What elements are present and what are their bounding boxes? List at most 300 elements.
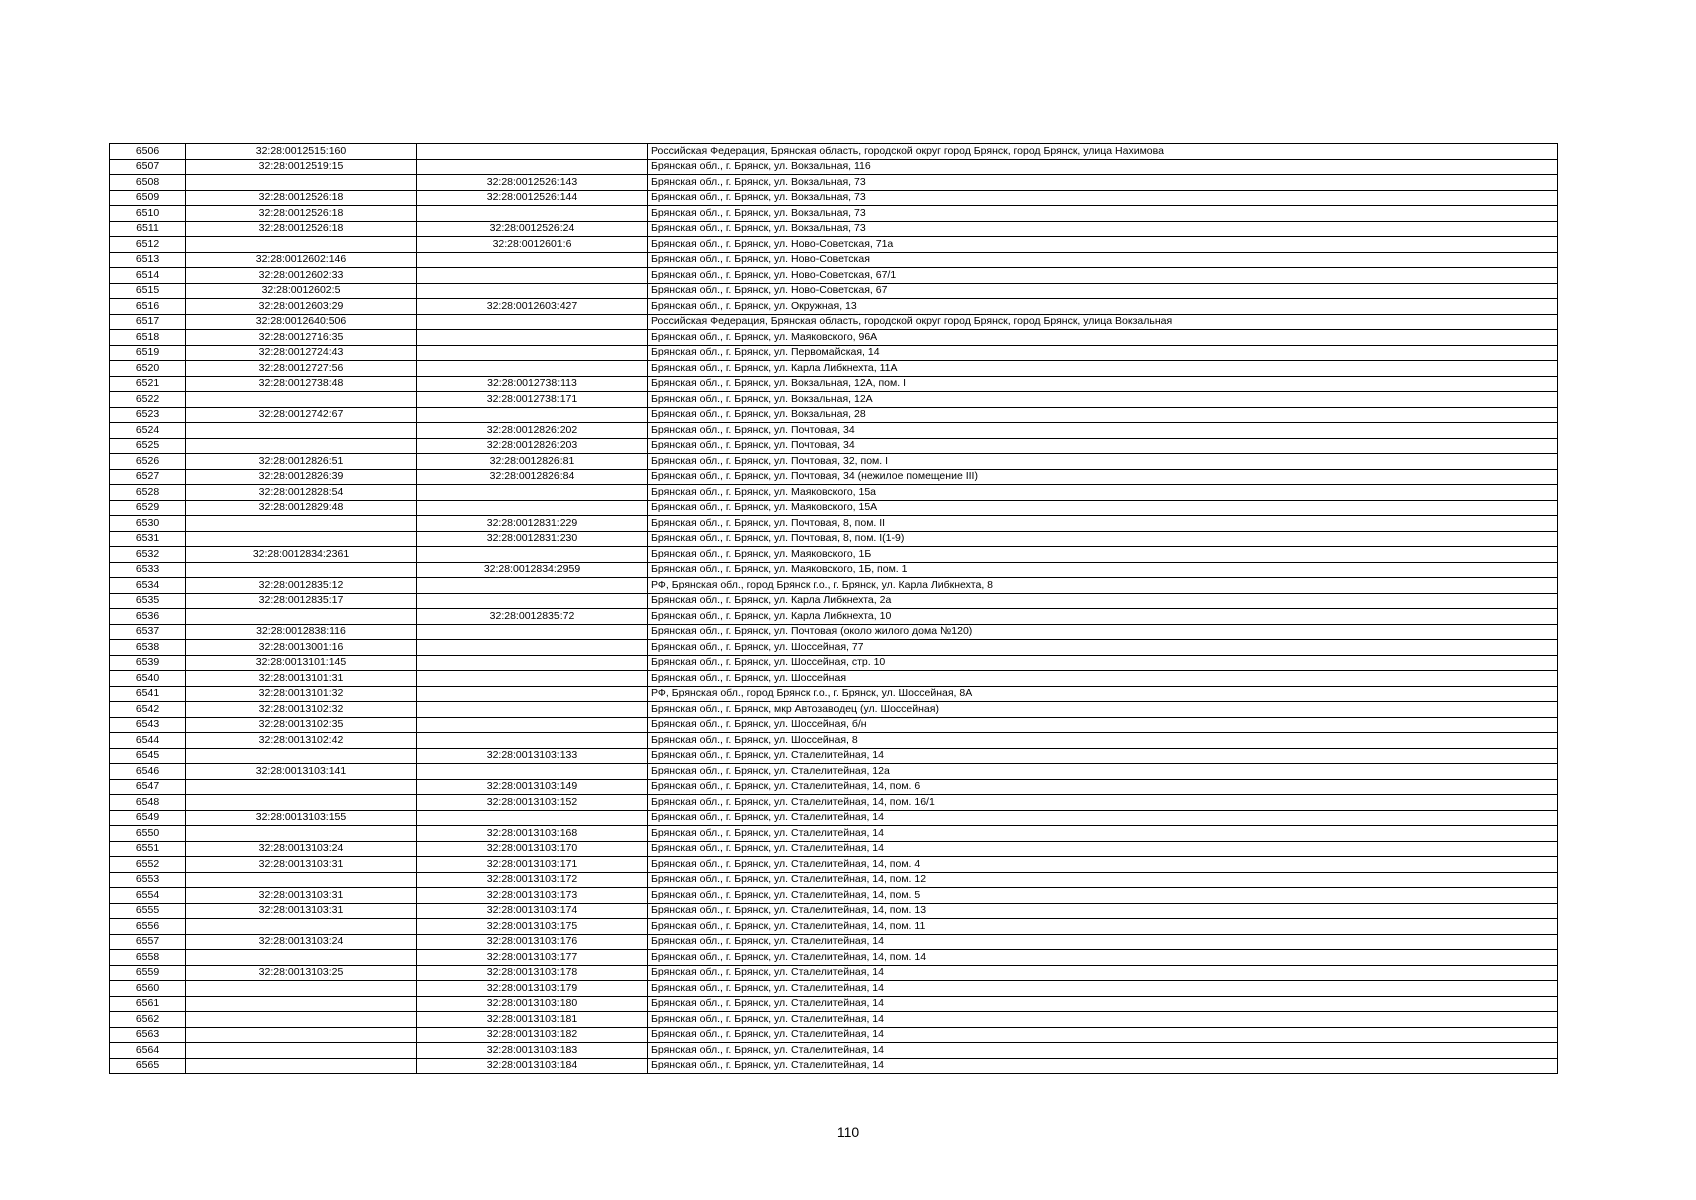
address-cell: Брянская обл., г. Брянск, ул. Сталелитейная, 14	[648, 826, 1558, 842]
table-row	[110, 531, 1558, 547]
address-cell: Брянская обл., г. Брянск, ул. Почтовая, 34	[648, 423, 1558, 439]
address-cell: Брянская обл., г. Брянск, ул. Карла Либкнехта, 11А	[648, 361, 1558, 377]
table-row	[110, 686, 1558, 702]
row-number-cell: 6523	[110, 407, 186, 423]
parcel-cadastral-number-cell: 32:28:0013103:31	[186, 903, 417, 919]
table-row	[110, 144, 1558, 160]
address-cell: Брянская обл., г. Брянск, ул. Сталелитейная, 14	[648, 841, 1558, 857]
address-cell: Брянская обл., г. Брянск, ул. Сталелитейная, 14, пом. 12	[648, 872, 1558, 888]
row-number-cell: 6554	[110, 888, 186, 904]
row-number-cell: 6530	[110, 516, 186, 532]
object-cadastral-number-cell: 32:28:0013103:178	[417, 965, 648, 981]
address-cell: Брянская обл., г. Брянск, ул. Сталелитейная, 12а	[648, 764, 1558, 780]
object-cadastral-number-cell	[417, 593, 648, 609]
address-cell: Брянская обл., г. Брянск, ул. Сталелитейная, 14, пом. 16/1	[648, 795, 1558, 811]
table-row	[110, 345, 1558, 361]
table-row	[110, 469, 1558, 485]
object-cadastral-number-cell	[417, 252, 648, 268]
row-number-cell: 6529	[110, 500, 186, 516]
object-cadastral-number-cell	[417, 624, 648, 640]
parcel-cadastral-number-cell: 32:28:0012828:54	[186, 485, 417, 501]
address-cell: Брянская обл., г. Брянск, ул. Карла Либкнехта, 2а	[648, 593, 1558, 609]
parcel-cadastral-number-cell	[186, 1058, 417, 1074]
table-row	[110, 857, 1558, 873]
row-number-cell: 6560	[110, 981, 186, 997]
parcel-cadastral-number-cell	[186, 1012, 417, 1028]
row-number-cell: 6540	[110, 671, 186, 687]
row-number-cell: 6506	[110, 144, 186, 160]
parcel-cadastral-number-cell: 32:28:0012515:160	[186, 144, 417, 160]
address-cell: Брянская обл., г. Брянск, ул. Вокзальная, 12А	[648, 392, 1558, 408]
table-row	[110, 299, 1558, 315]
address-cell: Брянская обл., г. Брянск, ул. Маяковского, 1Б, пом. 1	[648, 562, 1558, 578]
row-number-cell: 6514	[110, 268, 186, 284]
table-row	[110, 500, 1558, 516]
table-row	[110, 733, 1558, 749]
object-cadastral-number-cell: 32:28:0013103:133	[417, 748, 648, 764]
row-number-cell: 6550	[110, 826, 186, 842]
object-cadastral-number-cell: 32:28:0012738:113	[417, 376, 648, 392]
object-cadastral-number-cell	[417, 810, 648, 826]
table-row	[110, 268, 1558, 284]
parcel-cadastral-number-cell: 32:28:0012826:51	[186, 454, 417, 470]
parcel-cadastral-number-cell	[186, 562, 417, 578]
registry-table-body	[110, 144, 1558, 1074]
table-row	[110, 1058, 1558, 1074]
table-row	[110, 934, 1558, 950]
object-cadastral-number-cell: 32:28:0012834:2959	[417, 562, 648, 578]
object-cadastral-number-cell: 32:28:0012835:72	[417, 609, 648, 625]
parcel-cadastral-number-cell: 32:28:0013103:25	[186, 965, 417, 981]
object-cadastral-number-cell: 32:28:0013103:172	[417, 872, 648, 888]
table-row	[110, 516, 1558, 532]
object-cadastral-number-cell: 32:28:0013103:180	[417, 996, 648, 1012]
object-cadastral-number-cell	[417, 547, 648, 563]
parcel-cadastral-number-cell: 32:28:0012602:146	[186, 252, 417, 268]
object-cadastral-number-cell: 32:28:0012826:202	[417, 423, 648, 439]
row-number-cell: 6539	[110, 655, 186, 671]
parcel-cadastral-number-cell	[186, 795, 417, 811]
row-number-cell: 6522	[110, 392, 186, 408]
row-number-cell: 6557	[110, 934, 186, 950]
registry-table	[109, 143, 1558, 1074]
address-cell: Брянская обл., г. Брянск, ул. Сталелитейная, 14	[648, 810, 1558, 826]
object-cadastral-number-cell: 32:28:0013103:175	[417, 919, 648, 935]
address-cell: Брянская обл., г. Брянск, ул. Сталелитейная, 14, пом. 6	[648, 779, 1558, 795]
object-cadastral-number-cell	[417, 144, 648, 160]
table-row	[110, 609, 1558, 625]
row-number-cell: 6525	[110, 438, 186, 454]
table-row	[110, 376, 1558, 392]
address-cell: Брянская обл., г. Брянск, ул. Сталелитейная, 14	[648, 1043, 1558, 1059]
row-number-cell: 6553	[110, 872, 186, 888]
address-cell: Брянская обл., г. Брянск, ул. Вокзальная, 12А, пом. I	[648, 376, 1558, 392]
parcel-cadastral-number-cell	[186, 423, 417, 439]
table-row	[110, 578, 1558, 594]
address-cell: Брянская обл., г. Брянск, ул. Вокзальная, 28	[648, 407, 1558, 423]
table-row	[110, 903, 1558, 919]
parcel-cadastral-number-cell: 32:28:0013001:16	[186, 640, 417, 656]
row-number-cell: 6512	[110, 237, 186, 253]
parcel-cadastral-number-cell	[186, 516, 417, 532]
parcel-cadastral-number-cell: 32:28:0012602:5	[186, 283, 417, 299]
parcel-cadastral-number-cell: 32:28:0013101:145	[186, 655, 417, 671]
object-cadastral-number-cell: 32:28:0013103:177	[417, 950, 648, 966]
address-cell: Брянская обл., г. Брянск, ул. Сталелитейная, 14	[648, 981, 1558, 997]
row-number-cell: 6524	[110, 423, 186, 439]
table-row	[110, 330, 1558, 346]
table-row	[110, 175, 1558, 191]
object-cadastral-number-cell	[417, 764, 648, 780]
row-number-cell: 6546	[110, 764, 186, 780]
object-cadastral-number-cell	[417, 717, 648, 733]
object-cadastral-number-cell	[417, 655, 648, 671]
row-number-cell: 6526	[110, 454, 186, 470]
address-cell: Российская Федерация, Брянская область, городской округ город Брянск, город Брянск, улица Нахимова	[648, 144, 1558, 160]
row-number-cell: 6549	[110, 810, 186, 826]
parcel-cadastral-number-cell: 32:28:0012742:67	[186, 407, 417, 423]
table-row	[110, 593, 1558, 609]
row-number-cell: 6542	[110, 702, 186, 718]
address-cell: Брянская обл., г. Брянск, ул. Почтовая (около жилого дома №120)	[648, 624, 1558, 640]
address-cell: Брянская обл., г. Брянск, ул. Почтовая, 34	[648, 438, 1558, 454]
object-cadastral-number-cell	[417, 345, 648, 361]
object-cadastral-number-cell: 32:28:0013103:174	[417, 903, 648, 919]
object-cadastral-number-cell	[417, 640, 648, 656]
object-cadastral-number-cell: 32:28:0012826:84	[417, 469, 648, 485]
table-row	[110, 981, 1558, 997]
address-cell: Брянская обл., г. Брянск, ул. Шоссейная, б/н	[648, 717, 1558, 733]
parcel-cadastral-number-cell: 32:28:0013101:31	[186, 671, 417, 687]
address-cell: Брянская обл., г. Брянск, ул. Вокзальная, 73	[648, 190, 1558, 206]
table-row	[110, 314, 1558, 330]
address-cell: Брянская обл., г. Брянск, ул. Маяковского, 96А	[648, 330, 1558, 346]
row-number-cell: 6531	[110, 531, 186, 547]
row-number-cell: 6535	[110, 593, 186, 609]
table-row	[110, 888, 1558, 904]
address-cell: Брянская обл., г. Брянск, ул. Окружная, 13	[648, 299, 1558, 315]
address-cell: Брянская обл., г. Брянск, ул. Сталелитейная, 14	[648, 1027, 1558, 1043]
row-number-cell: 6565	[110, 1058, 186, 1074]
address-cell: Брянская обл., г. Брянск, ул. Шоссейная, 8	[648, 733, 1558, 749]
row-number-cell: 6510	[110, 206, 186, 222]
table-row	[110, 562, 1558, 578]
row-number-cell: 6509	[110, 190, 186, 206]
object-cadastral-number-cell: 32:28:0013103:173	[417, 888, 648, 904]
parcel-cadastral-number-cell: 32:28:0013102:32	[186, 702, 417, 718]
object-cadastral-number-cell: 32:28:0013103:149	[417, 779, 648, 795]
object-cadastral-number-cell	[417, 733, 648, 749]
object-cadastral-number-cell: 32:28:0013103:183	[417, 1043, 648, 1059]
parcel-cadastral-number-cell	[186, 1027, 417, 1043]
object-cadastral-number-cell	[417, 671, 648, 687]
object-cadastral-number-cell: 32:28:0012601:6	[417, 237, 648, 253]
object-cadastral-number-cell	[417, 485, 648, 501]
parcel-cadastral-number-cell: 32:28:0012519:15	[186, 159, 417, 175]
table-row	[110, 237, 1558, 253]
row-number-cell: 6527	[110, 469, 186, 485]
address-cell: Брянская обл., г. Брянск, ул. Почтовая, 32, пом. I	[648, 454, 1558, 470]
parcel-cadastral-number-cell	[186, 609, 417, 625]
row-number-cell: 6548	[110, 795, 186, 811]
row-number-cell: 6541	[110, 686, 186, 702]
table-row	[110, 159, 1558, 175]
address-cell: Брянская обл., г. Брянск, ул. Шоссейная	[648, 671, 1558, 687]
table-row	[110, 764, 1558, 780]
parcel-cadastral-number-cell: 32:28:0013101:32	[186, 686, 417, 702]
address-cell: Брянская обл., г. Брянск, ул. Маяковского, 15а	[648, 485, 1558, 501]
parcel-cadastral-number-cell	[186, 237, 417, 253]
table-row	[110, 283, 1558, 299]
object-cadastral-number-cell: 32:28:0013103:171	[417, 857, 648, 873]
address-cell: Брянская обл., г. Брянск, ул. Первомайская, 14	[648, 345, 1558, 361]
row-number-cell: 6547	[110, 779, 186, 795]
object-cadastral-number-cell: 32:28:0012526:143	[417, 175, 648, 191]
table-row	[110, 841, 1558, 857]
object-cadastral-number-cell: 32:28:0012826:81	[417, 454, 648, 470]
object-cadastral-number-cell: 32:28:0012603:427	[417, 299, 648, 315]
object-cadastral-number-cell: 32:28:0013103:182	[417, 1027, 648, 1043]
address-cell: Брянская обл., г. Брянск, ул. Маяковского, 15А	[648, 500, 1558, 516]
row-number-cell: 6519	[110, 345, 186, 361]
object-cadastral-number-cell	[417, 686, 648, 702]
address-cell: Брянская обл., г. Брянск, ул. Сталелитейная, 14, пом. 11	[648, 919, 1558, 935]
table-row	[110, 190, 1558, 206]
object-cadastral-number-cell	[417, 578, 648, 594]
row-number-cell: 6520	[110, 361, 186, 377]
address-cell: Брянская обл., г. Брянск, ул. Сталелитейная, 14, пом. 4	[648, 857, 1558, 873]
object-cadastral-number-cell: 32:28:0012831:229	[417, 516, 648, 532]
row-number-cell: 6521	[110, 376, 186, 392]
parcel-cadastral-number-cell: 32:28:0012835:12	[186, 578, 417, 594]
parcel-cadastral-number-cell: 32:28:0013103:24	[186, 841, 417, 857]
table-row	[110, 252, 1558, 268]
address-cell: Российская Федерация, Брянская область, городской округ город Брянск, город Брянск, улица Вокзальная	[648, 314, 1558, 330]
address-cell: Брянская обл., г. Брянск, ул. Шоссейная, стр. 10	[648, 655, 1558, 671]
row-number-cell: 6551	[110, 841, 186, 857]
parcel-cadastral-number-cell	[186, 175, 417, 191]
object-cadastral-number-cell: 32:28:0012526:144	[417, 190, 648, 206]
row-number-cell: 6513	[110, 252, 186, 268]
address-cell: Брянская обл., г. Брянск, ул. Сталелитейная, 14, пом. 13	[648, 903, 1558, 919]
table-row	[110, 547, 1558, 563]
object-cadastral-number-cell	[417, 702, 648, 718]
object-cadastral-number-cell: 32:28:0012826:203	[417, 438, 648, 454]
parcel-cadastral-number-cell: 32:28:0012834:2361	[186, 547, 417, 563]
table-row	[110, 438, 1558, 454]
row-number-cell: 6516	[110, 299, 186, 315]
address-cell: РФ, Брянская обл., город Брянск г.о., г. Брянск, ул. Шоссейная, 8А	[648, 686, 1558, 702]
object-cadastral-number-cell: 32:28:0012526:24	[417, 221, 648, 237]
object-cadastral-number-cell	[417, 283, 648, 299]
table-row	[110, 702, 1558, 718]
table-row	[110, 485, 1558, 501]
parcel-cadastral-number-cell: 32:28:0012640:506	[186, 314, 417, 330]
object-cadastral-number-cell	[417, 206, 648, 222]
row-number-cell: 6515	[110, 283, 186, 299]
table-row	[110, 640, 1558, 656]
parcel-cadastral-number-cell: 32:28:0012829:48	[186, 500, 417, 516]
address-cell: Брянская обл., г. Брянск, ул. Почтовая, 8, пом. I(1-9)	[648, 531, 1558, 547]
object-cadastral-number-cell	[417, 330, 648, 346]
object-cadastral-number-cell	[417, 407, 648, 423]
parcel-cadastral-number-cell	[186, 438, 417, 454]
address-cell: Брянская обл., г. Брянск, ул. Сталелитейная, 14, пом. 14	[648, 950, 1558, 966]
object-cadastral-number-cell: 32:28:0012831:230	[417, 531, 648, 547]
address-cell: Брянская обл., г. Брянск, ул. Вокзальная, 73	[648, 221, 1558, 237]
parcel-cadastral-number-cell: 32:28:0013102:35	[186, 717, 417, 733]
object-cadastral-number-cell	[417, 314, 648, 330]
table-row	[110, 919, 1558, 935]
object-cadastral-number-cell	[417, 361, 648, 377]
row-number-cell: 6537	[110, 624, 186, 640]
parcel-cadastral-number-cell: 32:28:0012526:18	[186, 221, 417, 237]
address-cell: Брянская обл., г. Брянск, ул. Ново-Советская, 71а	[648, 237, 1558, 253]
parcel-cadastral-number-cell: 32:28:0012835:17	[186, 593, 417, 609]
parcel-cadastral-number-cell: 32:28:0012838:116	[186, 624, 417, 640]
address-cell: РФ, Брянская обл., город Брянск г.о., г. Брянск, ул. Карла Либкнехта, 8	[648, 578, 1558, 594]
row-number-cell: 6536	[110, 609, 186, 625]
table-row	[110, 795, 1558, 811]
table-row	[110, 965, 1558, 981]
parcel-cadastral-number-cell	[186, 1043, 417, 1059]
parcel-cadastral-number-cell	[186, 748, 417, 764]
row-number-cell: 6543	[110, 717, 186, 733]
parcel-cadastral-number-cell	[186, 996, 417, 1012]
parcel-cadastral-number-cell: 32:28:0012724:43	[186, 345, 417, 361]
table-row	[110, 717, 1558, 733]
table-row	[110, 655, 1558, 671]
parcel-cadastral-number-cell: 32:28:0013103:141	[186, 764, 417, 780]
table-row	[110, 950, 1558, 966]
address-cell: Брянская обл., г. Брянск, ул. Вокзальная, 73	[648, 175, 1558, 191]
address-cell: Брянская обл., г. Брянск, мкр Автозаводец (ул. Шоссейная)	[648, 702, 1558, 718]
parcel-cadastral-number-cell: 32:28:0013103:155	[186, 810, 417, 826]
address-cell: Брянская обл., г. Брянск, ул. Почтовая, 34 (нежилое помещение III)	[648, 469, 1558, 485]
address-cell: Брянская обл., г. Брянск, ул. Сталелитейная, 14	[648, 965, 1558, 981]
table-row	[110, 206, 1558, 222]
row-number-cell: 6533	[110, 562, 186, 578]
object-cadastral-number-cell	[417, 159, 648, 175]
parcel-cadastral-number-cell: 32:28:0013103:31	[186, 888, 417, 904]
table-row	[110, 671, 1558, 687]
address-cell: Брянская обл., г. Брянск, ул. Маяковского, 1Б	[648, 547, 1558, 563]
address-cell: Брянская обл., г. Брянск, ул. Почтовая, 8, пом. II	[648, 516, 1558, 532]
row-number-cell: 6559	[110, 965, 186, 981]
address-cell: Брянская обл., г. Брянск, ул. Ново-Советская, 67/1	[648, 268, 1558, 284]
table-row	[110, 361, 1558, 377]
row-number-cell: 6511	[110, 221, 186, 237]
table-row	[110, 407, 1558, 423]
table-row	[110, 221, 1558, 237]
parcel-cadastral-number-cell: 32:28:0013102:42	[186, 733, 417, 749]
parcel-cadastral-number-cell	[186, 950, 417, 966]
parcel-cadastral-number-cell: 32:28:0013103:24	[186, 934, 417, 950]
parcel-cadastral-number-cell: 32:28:0012727:56	[186, 361, 417, 377]
address-cell: Брянская обл., г. Брянск, ул. Вокзальная, 116	[648, 159, 1558, 175]
row-number-cell: 6544	[110, 733, 186, 749]
row-number-cell: 6563	[110, 1027, 186, 1043]
parcel-cadastral-number-cell: 32:28:0012738:48	[186, 376, 417, 392]
table-row	[110, 748, 1558, 764]
page-number: 110	[836, 1124, 860, 1140]
table-row	[110, 996, 1558, 1012]
parcel-cadastral-number-cell: 32:28:0012526:18	[186, 206, 417, 222]
address-cell: Брянская обл., г. Брянск, ул. Шоссейная, 77	[648, 640, 1558, 656]
table-row	[110, 779, 1558, 795]
parcel-cadastral-number-cell	[186, 779, 417, 795]
table-row	[110, 392, 1558, 408]
row-number-cell: 6518	[110, 330, 186, 346]
object-cadastral-number-cell: 32:28:0013103:170	[417, 841, 648, 857]
row-number-cell: 6528	[110, 485, 186, 501]
table-row	[110, 624, 1558, 640]
table-row	[110, 826, 1558, 842]
parcel-cadastral-number-cell: 32:28:0012603:29	[186, 299, 417, 315]
object-cadastral-number-cell: 32:28:0013103:152	[417, 795, 648, 811]
object-cadastral-number-cell	[417, 268, 648, 284]
parcel-cadastral-number-cell: 32:28:0012526:18	[186, 190, 417, 206]
parcel-cadastral-number-cell	[186, 826, 417, 842]
row-number-cell: 6556	[110, 919, 186, 935]
row-number-cell: 6562	[110, 1012, 186, 1028]
object-cadastral-number-cell: 32:28:0012738:171	[417, 392, 648, 408]
object-cadastral-number-cell	[417, 500, 648, 516]
table-row	[110, 1027, 1558, 1043]
row-number-cell: 6561	[110, 996, 186, 1012]
row-number-cell: 6517	[110, 314, 186, 330]
table-row	[110, 454, 1558, 470]
address-cell: Брянская обл., г. Брянск, ул. Ново-Советская	[648, 252, 1558, 268]
parcel-cadastral-number-cell	[186, 872, 417, 888]
row-number-cell: 6558	[110, 950, 186, 966]
address-cell: Брянская обл., г. Брянск, ул. Сталелитейная, 14	[648, 1012, 1558, 1028]
address-cell: Брянская обл., г. Брянск, ул. Карла Либкнехта, 10	[648, 609, 1558, 625]
row-number-cell: 6508	[110, 175, 186, 191]
parcel-cadastral-number-cell: 32:28:0012602:33	[186, 268, 417, 284]
address-cell: Брянская обл., г. Брянск, ул. Сталелитейная, 14	[648, 1058, 1558, 1074]
table-row	[110, 1012, 1558, 1028]
address-cell: Брянская обл., г. Брянск, ул. Ново-Советская, 67	[648, 283, 1558, 299]
parcel-cadastral-number-cell	[186, 919, 417, 935]
object-cadastral-number-cell: 32:28:0013103:176	[417, 934, 648, 950]
object-cadastral-number-cell: 32:28:0013103:184	[417, 1058, 648, 1074]
parcel-cadastral-number-cell: 32:28:0012826:39	[186, 469, 417, 485]
row-number-cell: 6507	[110, 159, 186, 175]
row-number-cell: 6532	[110, 547, 186, 563]
object-cadastral-number-cell: 32:28:0013103:179	[417, 981, 648, 997]
table-row	[110, 1043, 1558, 1059]
parcel-cadastral-number-cell: 32:28:0012716:35	[186, 330, 417, 346]
parcel-cadastral-number-cell	[186, 531, 417, 547]
row-number-cell: 6564	[110, 1043, 186, 1059]
row-number-cell: 6534	[110, 578, 186, 594]
address-cell: Брянская обл., г. Брянск, ул. Сталелитейная, 14	[648, 934, 1558, 950]
parcel-cadastral-number-cell	[186, 392, 417, 408]
table-row	[110, 872, 1558, 888]
address-cell: Брянская обл., г. Брянск, ул. Сталелитейная, 14	[648, 996, 1558, 1012]
table-row	[110, 810, 1558, 826]
row-number-cell: 6552	[110, 857, 186, 873]
row-number-cell: 6545	[110, 748, 186, 764]
address-cell: Брянская обл., г. Брянск, ул. Вокзальная, 73	[648, 206, 1558, 222]
row-number-cell: 6555	[110, 903, 186, 919]
object-cadastral-number-cell: 32:28:0013103:168	[417, 826, 648, 842]
object-cadastral-number-cell: 32:28:0013103:181	[417, 1012, 648, 1028]
address-cell: Брянская обл., г. Брянск, ул. Сталелитейная, 14, пом. 5	[648, 888, 1558, 904]
row-number-cell: 6538	[110, 640, 186, 656]
table-row	[110, 423, 1558, 439]
